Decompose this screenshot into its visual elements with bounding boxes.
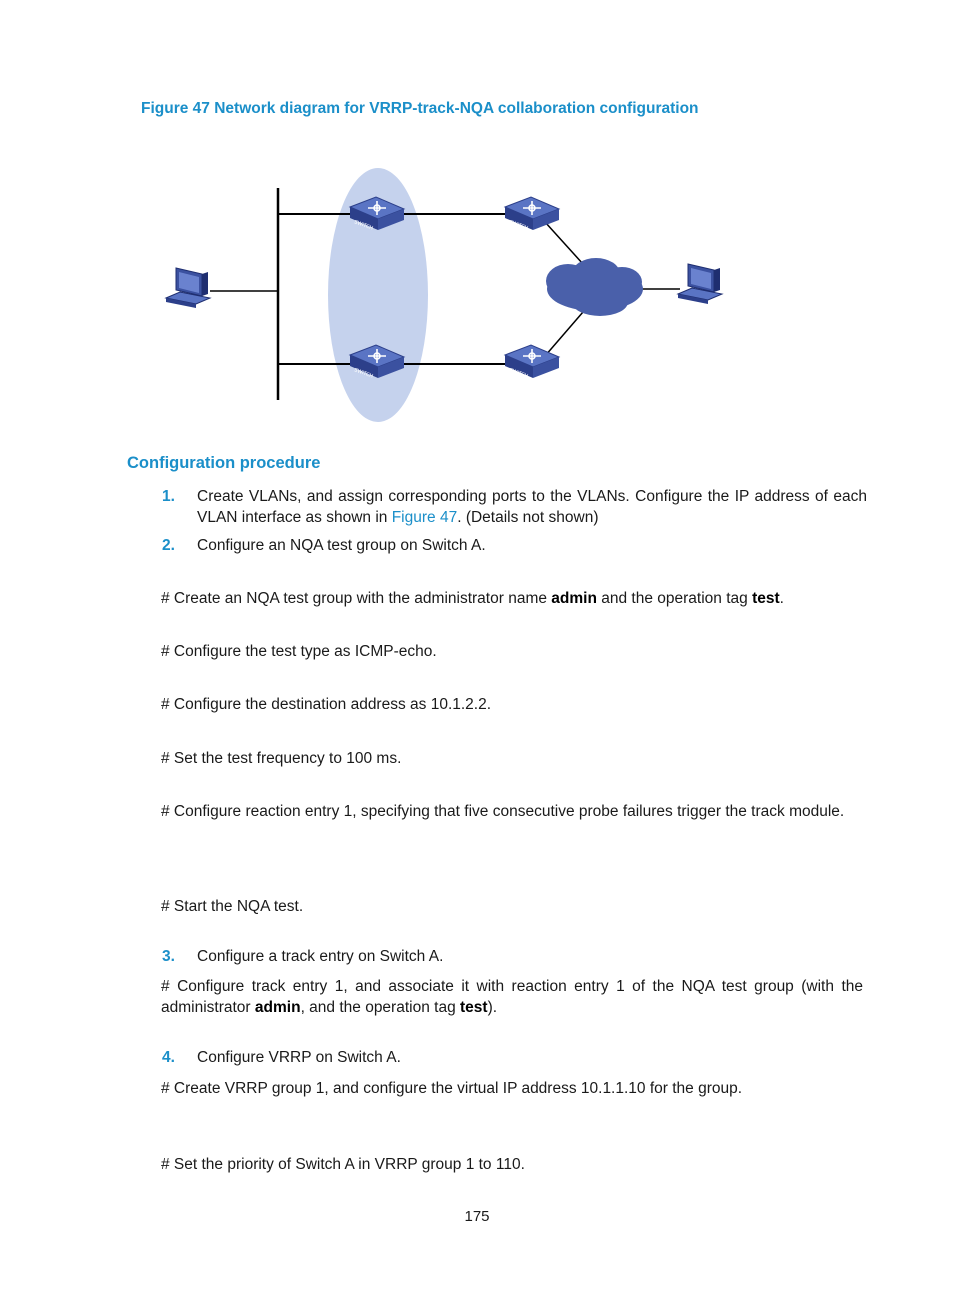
step-number: 4. (162, 1049, 175, 1066)
paragraph-test-type: # Configure the test type as ICMP-echo. (161, 643, 437, 660)
paragraph-frequency: # Set the test frequency to 100 ms. (161, 750, 402, 767)
step-text: Create VLANs, and assign corresponding ports to the VLANs. Configure the IP address of each VLAN interface as shown in Figure 47. (Details not shown) (197, 488, 867, 526)
step-text: Configure a track entry on Switch A. (197, 948, 444, 965)
figure-caption: Figure 47 Network diagram for VRRP-track-NQA collaboration configuration (141, 100, 699, 117)
paragraph-reaction-entry: # Configure reaction entry 1, specifying that five consecutive probe failures trigger the track module. (161, 803, 845, 820)
step-4 (162, 1047, 862, 1068)
paragraph-track-entry: # Configure track entry 1, and associate it with reaction entry 1 of the NQA test group (with the administrator admin, and the operation tag test). (161, 978, 863, 1016)
cloud-icon (546, 258, 643, 316)
step-text: Configure VRRP on Switch A. (197, 1049, 401, 1066)
step-number: 2. (162, 537, 175, 554)
paragraph-nqa-group: # Create an NQA test group with the administrator name admin and the operation tag test. (161, 590, 784, 607)
paragraph-destination: # Configure the destination address as 10.1.2.2. (161, 696, 492, 713)
step-text: Configure an NQA test group on Switch A. (197, 537, 486, 554)
step-number: 1. (162, 488, 175, 505)
host-a-icon (166, 268, 210, 308)
section-title: Configuration procedure (127, 454, 321, 472)
step-number: 3. (162, 948, 175, 965)
step-3 (162, 946, 862, 967)
paragraph-start-test: # Start the NQA test. (161, 898, 304, 915)
paragraph-vrrp-group: # Create VRRP group 1, and configure the virtual IP address 10.1.1.10 for the group. (161, 1080, 743, 1097)
paragraph-priority: # Set the priority of Switch A in VRRP group 1 to 110. (161, 1156, 525, 1173)
step-1 (162, 486, 867, 530)
figure-link[interactable]: Figure 47 (391, 509, 458, 526)
network-diagram: SWITCH (0, 0, 954, 440)
switch-c-icon (505, 197, 559, 232)
page-number: 175 (464, 1208, 490, 1225)
step-2 (162, 535, 862, 556)
host-b-icon (678, 264, 722, 304)
